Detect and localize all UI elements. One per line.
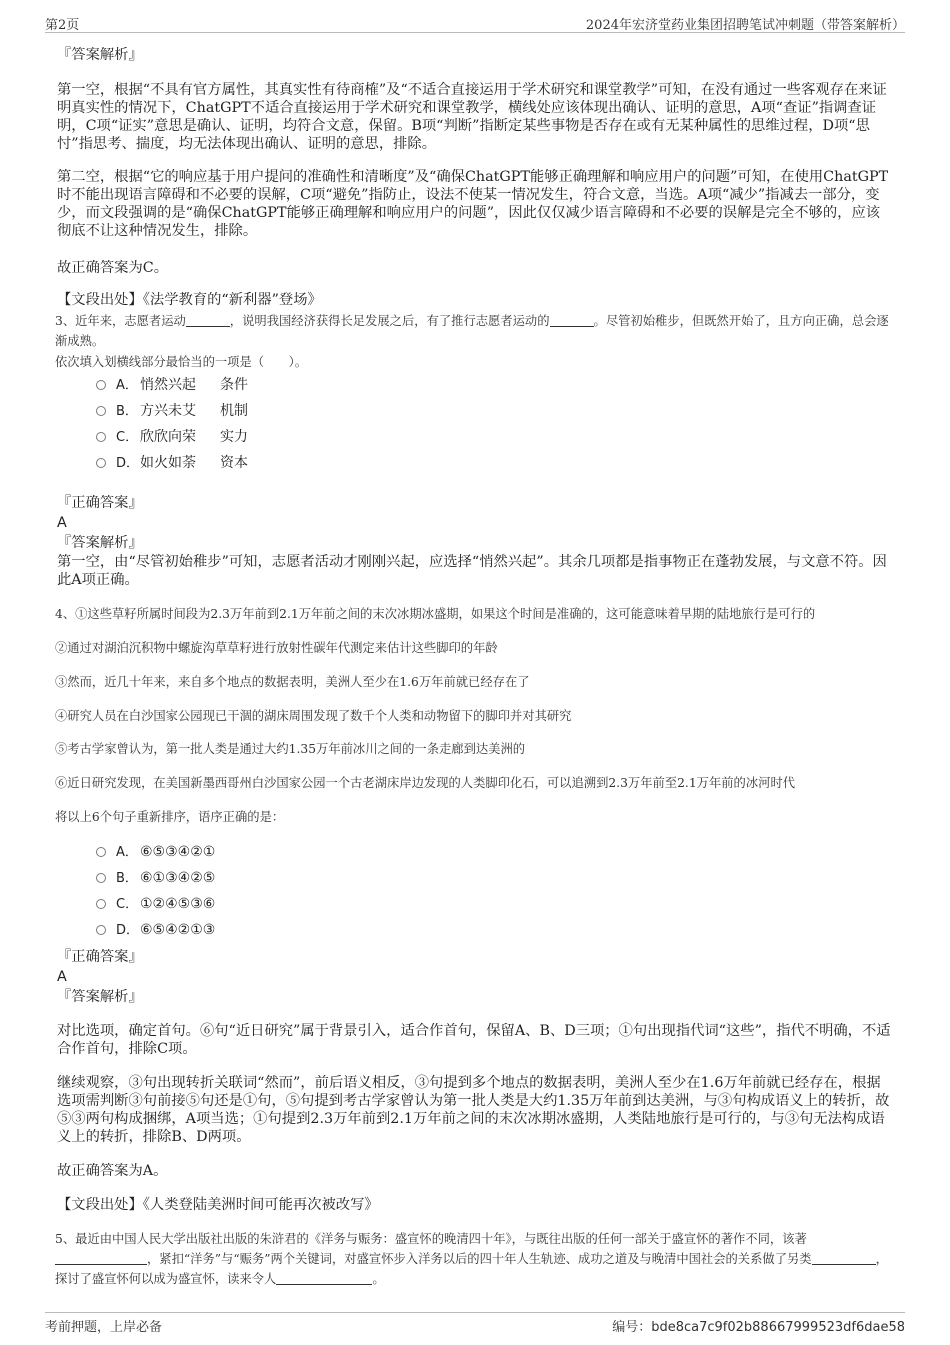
q2-analysis-para2: 第二空，根据“它的响应基于用户提问的准确性和清晰度”及“确保ChatGPT能够正确理解和响应用户的问题”可知，在使用ChatGPT时不能出现语言障碍和不必要的误解，C项“避免”指防止，设法不使某一情况发生，符合文意，当选。A项“减少”指减去一部分，变少，而文段强调的是“确保ChatGPT能够正确理解和响应用户的问题”，因此仅仅减少语言障碍和不必要的误解是完全不够的，应该彻底不让这种情况发生，排除。 — [57, 169, 889, 239]
q3-stem — [55, 311, 895, 351]
q4-option-d[interactable]: D．⑥⑤④②①③ — [96, 921, 215, 940]
q3-stem-part-1: 3、近年来，志愿者运动 — [55, 314, 186, 328]
q2-conclusion: 故正确答案为C。 — [57, 260, 169, 276]
radio-icon[interactable] — [96, 847, 106, 857]
radio-icon[interactable] — [96, 432, 106, 442]
q3-answer-label: 『正确答案』 — [57, 495, 143, 511]
page-footer — [45, 1312, 905, 1335]
radio-icon[interactable] — [96, 925, 106, 935]
radio-icon[interactable] — [96, 899, 106, 909]
q4-conclusion: 故正确答案为A。 — [57, 1163, 168, 1179]
q5-stem-part-2: ，紧扣“洋务”与“赈务”两个关键词，对盛宣怀步入洋务以后的四十年人生轨迹、成功之道及与晚清中国社会的关系做了另类 — [147, 1252, 812, 1266]
q5-blank-2 — [812, 1251, 876, 1265]
q3-stem-part-2: ，说明我国经济获得长足发展之后，有了推行志愿者运动的 — [229, 314, 550, 328]
q4-source: 【文段出处】《人类登陆美洲时间可能再次被改写》 — [57, 1197, 379, 1213]
q5-stem-part-1: 5、最近由中国人民大学出版社出版的朱浒君的《洋务与赈务：盛宣怀的晚清四十年》，与既往出版的任何一部关于盛宣怀的著作不同，该著 — [55, 1232, 807, 1246]
q3-option-d[interactable]: D．如火如荼 资本 — [96, 454, 248, 473]
q3-option-a[interactable]: A． 悄然兴起 条件 — [96, 376, 248, 395]
q4-option-a[interactable]: A． ⑥⑤③④②① — [96, 843, 215, 862]
q3-answer: A — [57, 515, 67, 531]
q2-source: 【文段出处】《法学教育的“新利器”登场》 — [57, 292, 322, 308]
page-header — [45, 12, 905, 33]
q3-option-b[interactable]: B． 方兴未艾 机制 — [96, 402, 248, 421]
q5-blank-1 — [55, 1251, 147, 1265]
q4-analysis-para1: 对比选项，确定首句。⑥句“近日研究”属于背景引入，适合作首句，保留A、B、D三项；①句出现指代词“这些”，指代不明确，不适合作首句，排除C项。 — [57, 1023, 891, 1057]
q4-answer: A — [57, 969, 67, 985]
radio-icon[interactable] — [96, 406, 106, 416]
page-number: 第2页 — [45, 18, 80, 33]
q2-analysis-label: 『答案解析』 — [57, 47, 143, 63]
q4-analysis-label: 『答案解析』 — [57, 989, 143, 1005]
q3-stem-part-3: 。尽管初始稚步，但既然开始了，且方向正确，总会逐渐成熟。 — [55, 314, 889, 348]
radio-icon[interactable] — [96, 458, 106, 468]
q3-analysis-label: 『答案解析』 — [57, 535, 143, 551]
footer-code — [612, 1316, 905, 1335]
document-title: 2024年宏济堂药业集团招聘笔试冲刺题（带答案解析） — [585, 18, 905, 33]
footer-code-value: bde8ca7c9f02b88667999523df6dae58 — [651, 1320, 905, 1335]
q5-blank-3 — [276, 1271, 372, 1285]
q4-option-c[interactable]: C． ①②④⑤③⑥ — [96, 895, 215, 914]
q4-sentence-6: ⑥近日研究发现，在美国新墨西哥州白沙国家公园一个古老湖床岸边发现的人类脚印化石，可以追溯到2.3万年前至2.1万年前的冰河时代 — [55, 776, 796, 790]
q3-instruction: 依次填入划横线部分最恰当的一项是（ ）。 — [55, 355, 308, 369]
q4-answer-label: 『正确答案』 — [57, 949, 143, 965]
radio-icon[interactable] — [96, 873, 106, 883]
footer-code-label: 编号： — [612, 1320, 652, 1335]
q4-sentence-4: ④研究人员在白沙国家公园现已干涸的湖床周围发现了数千个人类和动物留下的脚印并对其研究 — [55, 709, 572, 723]
q4-sentence-2: ②通过对湖泊沉积物中螺旋沟草草籽进行放射性碳年代测定来估计这些脚印的年龄 — [55, 641, 498, 655]
q3-analysis: 第一空，由“尽管初始稚步”可知，志愿者活动才刚刚兴起，应选择“悄然兴起”。其余几项都是指事物正在蓬勃发展，与文意不符。因此A项正确。 — [57, 554, 887, 588]
q4-analysis-para2: 继续观察，③句出现转折关联词“然而”，前后语义相反，③句提到多个地点的数据表明，美洲人至少在1.6万年前就已经存在，根据选项需判断③句前接⑤句还是①句，⑤句提到考古学家曾认为第一批人类是大约1.35万年前到达美洲，与③句构成语义上的转折，故⑤③两句构成捆绑，A项当选；①句提到2.3万年前到2.1万年前之间的末次冰期冰盛期，人类陆地旅行是可行的，与③句无法构成语义上的转折，排除B、D两项。 — [57, 1075, 890, 1145]
q3-option-c[interactable]: C． 欣欣向荣 实力 — [96, 428, 248, 447]
q3-blank-2 — [550, 313, 594, 327]
q4-option-b[interactable]: B． ⑥①③④②⑤ — [96, 869, 215, 888]
q4-sentence-5: ⑤考古学家曾认为，第一批人类是通过大约1.35万年前冰川之间的一条走廊到达美洲的 — [55, 742, 526, 756]
radio-icon[interactable] — [96, 380, 106, 390]
q3-blank-1 — [186, 313, 230, 327]
q5-stem-part-4: 。 — [372, 1272, 385, 1286]
q4-sentence-1: 4、①这些草籽所属时间段为2.3万年前到2.1万年前之间的末次冰期冰盛期，如果这个时间是准确的，这可能意味着早期的陆地旅行是可行的 — [55, 607, 816, 621]
q2-analysis-para1: 第一空，根据“不具有官方属性，其真实性有待商榷”及“不适合直接运用于学术研究和课堂教学”可知，在没有通过一些客观存在来证明真实性的情况下，ChatGPT不适合直接运用于学术研究和课堂教学，横线处应该体现出确认、证明的意思，A项“查证”指调查证明，C项“证实”意思是确认、证明，均符合文意，保留。B项“判断”指断定某些事物是否存在或有无某种属性的思维过程，D项“思忖”指思考、揣度，均无法体现出确认、证明的意思，排除。 — [57, 82, 887, 152]
q4-sentence-3: ③然而，近几十年来，来自多个地点的数据表明，美洲人至少在1.6万年前就已经存在了 — [55, 675, 530, 689]
q5-stem — [55, 1229, 895, 1289]
q5-stem-part-3: ，探讨了盛宣怀何以成为盛宣怀，读来令人 — [55, 1252, 888, 1286]
q4-instruction: 将以上6个句子重新排序，语序正确的是： — [55, 810, 285, 824]
footer-slogan: 考前押题，上岸必备 — [45, 1320, 163, 1335]
